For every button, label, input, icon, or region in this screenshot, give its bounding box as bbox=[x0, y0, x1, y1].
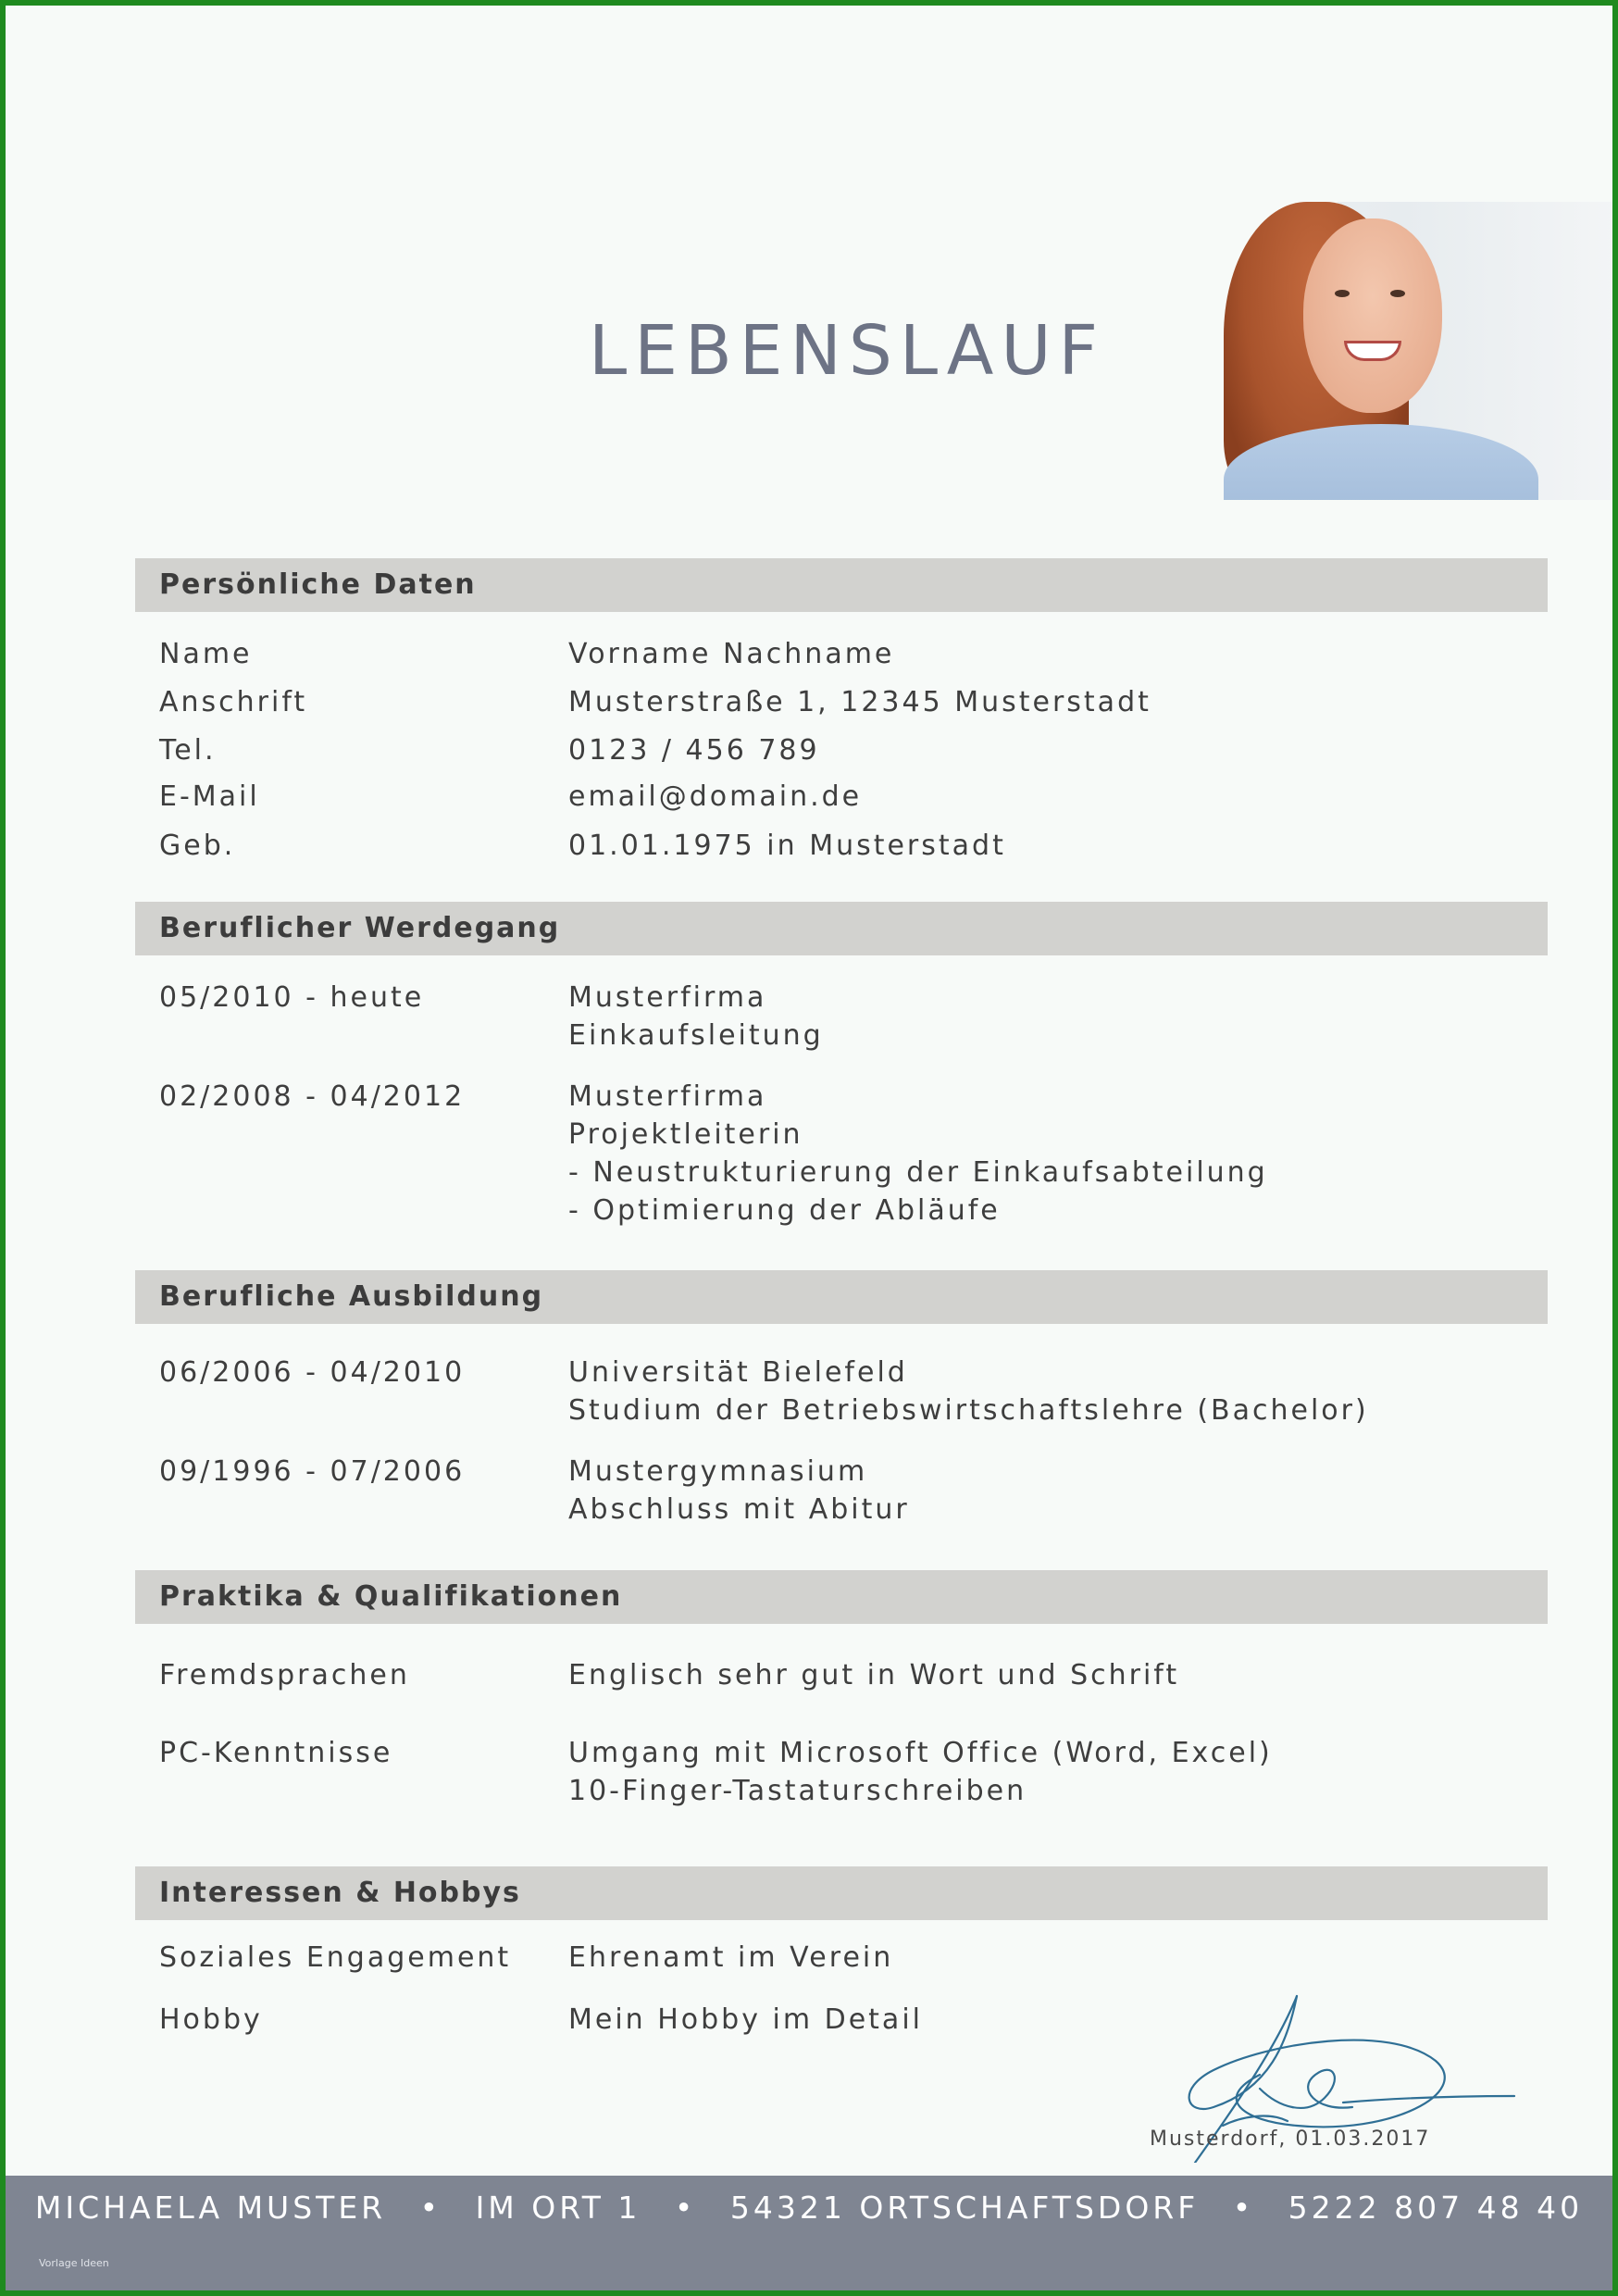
entry-line: 10-Finger-Tastaturschreiben bbox=[568, 1775, 1027, 1807]
footer-separator: • bbox=[419, 2190, 442, 2226]
footer-city: 54321 ORTSCHAFTSDORF bbox=[729, 2190, 1200, 2226]
entry-line: Studium der Betriebswirtschaftslehre (Bachelor) bbox=[568, 1394, 1369, 1427]
entry-details bbox=[568, 1734, 1273, 1810]
footer-separator: • bbox=[1232, 2190, 1255, 2226]
row-value: Musterstraße 1, 12345 Musterstadt bbox=[568, 686, 1151, 718]
entry-line: - Neustrukturierung der Einkaufsabteilung bbox=[568, 1156, 1268, 1189]
photo-eye-left bbox=[1335, 290, 1350, 297]
entry-line: Universität Bielefeld bbox=[568, 1356, 908, 1389]
row-value: Mein Hobby im Detail bbox=[568, 2003, 923, 2036]
entry-details bbox=[568, 1656, 1179, 1694]
entry-line: - Optimierung der Abläufe bbox=[568, 1194, 1001, 1227]
row-value: 0123 / 456 789 bbox=[568, 734, 820, 767]
row-label: Geb. bbox=[159, 830, 236, 862]
footer-street: IM ORT 1 bbox=[475, 2190, 641, 2226]
photo-face bbox=[1303, 218, 1442, 413]
row-label: E-Mail bbox=[159, 780, 260, 813]
entry-line: Einkaufsleitung bbox=[568, 1019, 824, 1052]
entry-date: 05/2010 - heute bbox=[159, 981, 425, 1014]
footer-name: MICHAELA MUSTER bbox=[34, 2190, 387, 2226]
entry-date: 02/2008 - 04/2012 bbox=[159, 1080, 466, 1113]
entry-line: Englisch sehr gut in Wort und Schrift bbox=[568, 1659, 1180, 1691]
row-label: Tel. bbox=[159, 734, 217, 767]
entry-line: Abschluss mit Abitur bbox=[568, 1493, 910, 1526]
row-label: Name bbox=[159, 638, 253, 670]
section-heading-education: Berufliche Ausbildung bbox=[135, 1270, 1548, 1324]
row-value: Vorname Nachname bbox=[568, 638, 895, 670]
page-title: LEBENSLAUF bbox=[589, 311, 1106, 391]
entry-line: Umgang mit Microsoft Office (Word, Excel) bbox=[568, 1737, 1273, 1769]
row-value: 01.01.1975 in Musterstadt bbox=[568, 830, 1006, 862]
row-value: email@domain.de bbox=[568, 780, 863, 813]
footer-phone: 5222 807 48 40 bbox=[1288, 2190, 1584, 2226]
entry-label: PC-Kenntnisse bbox=[159, 1737, 393, 1769]
entry-details bbox=[568, 979, 824, 1054]
entry-line: Musterfirma bbox=[568, 1080, 767, 1113]
entry-line: Mustergymnasium bbox=[568, 1455, 868, 1488]
signature-caption: Musterdorf, 01.03.2017 bbox=[1150, 2128, 1431, 2151]
section-heading-career: Beruflicher Werdegang bbox=[135, 902, 1548, 955]
entry-date: 09/1996 - 07/2006 bbox=[159, 1455, 466, 1488]
entry-line: Projektleiterin bbox=[568, 1118, 803, 1151]
footer-separator: • bbox=[674, 2190, 697, 2226]
row-label: Hobby bbox=[159, 2003, 263, 2036]
section-heading-qualifications: Praktika & Qualifikationen bbox=[135, 1570, 1548, 1624]
photo-eye-right bbox=[1390, 290, 1405, 297]
watermark: Vorlage Ideen bbox=[39, 2257, 109, 2269]
entry-label: Fremdsprachen bbox=[159, 1659, 410, 1691]
footer-contact bbox=[6, 2176, 1612, 2240]
section-heading-hobbies: Interessen & Hobbys bbox=[135, 1866, 1548, 1920]
entry-details bbox=[568, 1354, 1369, 1429]
section-heading-personal: Persönliche Daten bbox=[135, 558, 1548, 612]
footer-bar bbox=[6, 2176, 1612, 2296]
row-label: Soziales Engagement bbox=[159, 1941, 512, 1974]
entry-date: 06/2006 - 04/2010 bbox=[159, 1356, 466, 1389]
entry-details bbox=[568, 1453, 910, 1529]
row-label: Anschrift bbox=[159, 686, 308, 718]
profile-photo bbox=[1085, 202, 1618, 500]
entry-line: Musterfirma bbox=[568, 981, 767, 1014]
row-value: Ehrenamt im Verein bbox=[568, 1941, 894, 1974]
entry-details bbox=[568, 1078, 1268, 1229]
